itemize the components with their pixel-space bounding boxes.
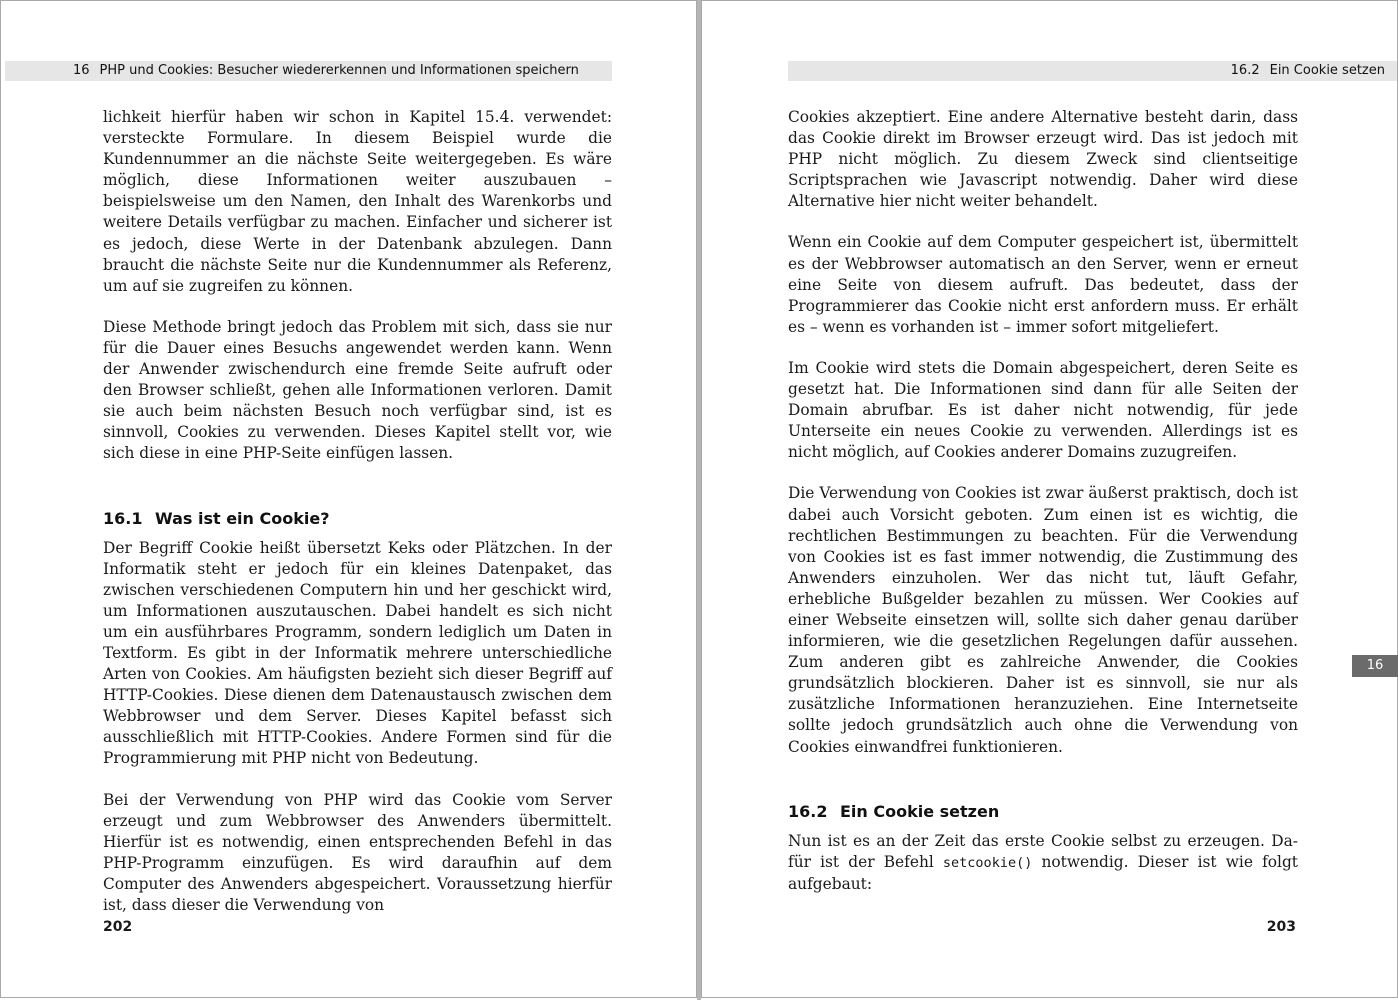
text-before-code: Nun ist es an der Zeit das erste Cookie selbst zu erzeugen. Dafür ist der Befehl [788, 831, 1298, 871]
chapter-number: 16 [73, 63, 90, 78]
chapter-title: PHP und Cookies: Besucher wiedererkennen und Informationen speichern [99, 63, 579, 78]
paragraph: Im Cookie wird stets die Domain abgespeichert, deren Seite es gesetzt hat. Die Informationen sind dann für alle Seiten der Domain abrufbar. Es ist daher nicht notwendig, für jede Unterseite ein neues Cookie zu verwenden. Allerdings ist es nicht möglich, auf Cookies anderer Domains zuzugreifen. [788, 358, 1298, 462]
section-number: 16.2 [1230, 63, 1260, 78]
page-number-right: 203 [1266, 919, 1296, 935]
section-heading-16-2 [788, 801, 1298, 823]
section-title: Was ist ein Cookie? [155, 508, 330, 528]
section-number: 16.1 [103, 508, 143, 528]
chapter-thumb-tab: 16 [1352, 655, 1398, 677]
paragraph: Der Begriff Cookie heißt übersetzt Keks oder Plätzchen. In der Informatik steht er jedoch für ein kleines Datenpaket, das zwischen verschiedenen Computern hin und her geschickt wird, um Informationen auszutauschen. Dabei handelt es sich nicht um ein ausführbares Programm, sondern lediglich um Daten in Textform. Es gibt in der Informatik mehrere unterschiedliche Arten von Cookies. Am häufigsten bezieht sich dieser Begriff auf HTTP-Cookies. Diese dienen dem Datenaustausch zwischen dem Webbrowser und dem Server. Dieses Kapitel befasst sich ausschließlich mit HTTP-Cookies. Andere Formen sind für die Programmierung mit PHP nicht von Bedeutung. [103, 538, 612, 768]
section-heading-16-1 [103, 508, 612, 530]
paragraph: Diese Methode bringt jedoch das Problem mit sich, dass sie nur für die Dauer eines Besuchs angewendet werden kann. Wenn der Anwender zwischendurch eine fremde Seite aufruft oder den Browser schließt, gehen alle Informationen verloren. Damit sie auch beim nächsten Besuch noch verfügbar sind, ist es sinnvoll, Cookies zu verwenden. Dieses Kapitel stellt vor, wie sich diese in eine PHP-Seite einfügen lassen. [103, 317, 612, 463]
paragraph: Bei der Verwendung von PHP wird das Cookie vom Server erzeugt und zum Webbrowser des Anwenders übermittelt. Hierfür ist es notwendig, einen entsprechenden Befehl in das PHP-Programm einzufügen. Es wird daraufhin auf dem Computer des Anwenders abgespeichert. Voraussetzung hierfür ist, dass dieser die Verwendung von [103, 790, 612, 914]
running-head-left [5, 61, 612, 81]
left-page-body [103, 107, 612, 916]
running-head-right [788, 61, 1397, 81]
paragraph: Die Verwendung von Cookies ist zwar äußerst praktisch, doch ist dabei auch Vorsicht geboten. Zum einen ist es wichtig, die rechtlichen Bestimmungen zu beachten. Für die Verwendung von Cookies ist es fast immer notwendig, die Zustimmung des Anwenders einzuholen. Wer das nicht tut, läuft Gefahr, erhebliche Bußgelder bezahlen zu müssen. Wer Cookies auf einer Webseite einsetzen will, sollte sich daher genau darüber informieren, wie die gesetzlichen Regelungen dafür aussehen. Zum anderen gibt es zahlreiche Anwender, die Cookies grundsätzlich blockieren. Daher ist es sinnvoll, sie nur als zusätzliche Informationen heranzuziehen. Eine Internetseite sollte jedoch grundsätzlich auch ohne die Verwendung von Cookies einwandfrei funktionieren. [788, 484, 1298, 756]
left-page [0, 0, 697, 998]
page-number-left: 202 [103, 919, 133, 935]
inline-code: setcookie() [942, 854, 1033, 871]
paragraph: lichkeit hierfür haben wir schon in Kapitel 15.4. verwendet: versteckte Formulare. In diesem Beispiel wurde die Kundennummer an die nächste Seite weitergegeben. Es wäre möglich, diese Informationen weiter auszubauen – beispielsweise um den Namen, den Inhalt des Warenkorbs und weitere Details verfügbar zu machen. Einfacher und sicherer ist es jedoch, diese Werte in der Datenbank abzulegen. Dann braucht die nächste Seite nur die Kundennummer als Referenz, um auf sie zugreifen zu können. [103, 108, 612, 295]
paragraph: Wenn ein Cookie auf dem Computer gespeichert ist, übermittelt es der Webbrowser automatisch an den Server, wenn er erneut eine Seite von diesem aufruft. Das bedeutet, dass der Programmierer das Cookie nicht erst anfordern muss. Er erhält es – wenn es vorhanden ist – immer sofort mitgeliefert. [788, 233, 1298, 336]
right-page [701, 0, 1398, 998]
section-title: Ein Cookie setzen [1269, 63, 1385, 78]
section-title: Ein Cookie setzen [840, 801, 1000, 821]
text-after-code: notwendig. Dieser ist wie folgt aufgebaut: [788, 852, 1298, 893]
right-page-body [788, 107, 1298, 895]
paragraph-with-code [788, 831, 1298, 895]
paragraph: Cookies akzeptiert. Eine andere Alternative besteht darin, dass das Cookie direkt im Browser erzeugt wird. Das ist jedoch mit PHP nicht möglich. Zu diesem Zweck sind clientseitige Scriptsprachen wie Javascript notwendig. Daher wird diese Alternative hier nicht weiter behandelt. [788, 108, 1298, 211]
section-number: 16.2 [788, 801, 828, 821]
